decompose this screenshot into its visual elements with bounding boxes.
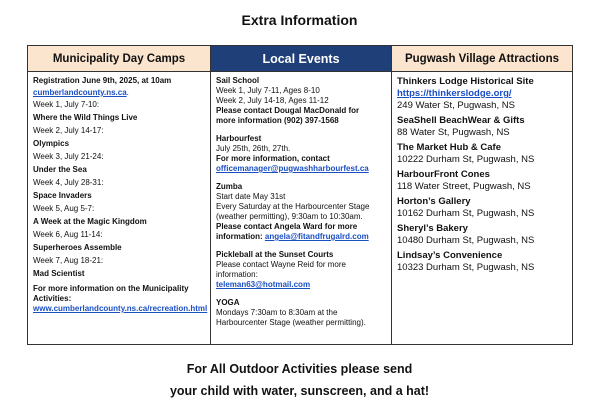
attraction-address: 10480 Durham St, Pugwash, NS xyxy=(397,235,535,246)
zumba-email-link[interactable]: angela@fitandfrugalrd.com xyxy=(264,232,369,241)
day-camps-header: Municipality Day Camps xyxy=(28,46,210,72)
event-contact: Please contact Angela Ward for more xyxy=(216,222,358,231)
week-date: Week 5, Aug 5-7: xyxy=(33,204,95,213)
week-date: Week 2, July 14-17: xyxy=(33,126,104,135)
thinkers-lodge-link[interactable]: https://thinkerslodge.org/ xyxy=(397,88,512,99)
attraction-address: 249 Water St, Pugwash, NS xyxy=(397,100,515,111)
event-detail: Week 1, July 7-11, Ages 8-10 xyxy=(216,86,320,95)
harbourfest-email-link[interactable]: officemanager@pugwashharbourfest.ca xyxy=(216,164,369,173)
event-contact: more information (902) 397-1568 xyxy=(216,116,339,125)
attraction-address: 10162 Durham St, Pugwash, NS xyxy=(397,208,535,219)
registration-text: Registration June 9th, 2025, at 10am xyxy=(33,76,172,85)
event-title: Sail School xyxy=(216,76,260,85)
week-theme: Under the Sea xyxy=(33,165,87,174)
event-detail: (weather permitting), 9:30am to 10:30am. xyxy=(216,212,363,221)
event-contact: For more information, contact xyxy=(216,154,330,163)
event-detail: Mondays 7:30am to 8:30am at the xyxy=(216,308,338,317)
county-site-link[interactable]: cumberlandcounty.ns.ca xyxy=(33,88,127,97)
week-theme: Superheroes Assemble xyxy=(33,243,122,252)
more-info-text: Activities: xyxy=(33,294,72,303)
week-theme: Where the Wild Things Live xyxy=(33,113,138,122)
attraction-name: SeaShell BeachWear & Gifts xyxy=(397,115,525,126)
info-table xyxy=(27,45,573,345)
attractions-header: Pugwash Village Attractions xyxy=(392,46,572,72)
attraction-address: 10222 Durham St, Pugwash, NS xyxy=(397,154,535,165)
attraction-address: 88 Water St, Pugwash, NS xyxy=(397,127,510,138)
event-contact: Please contact Dougal MacDonald for xyxy=(216,106,360,115)
event-title: Harbourfest xyxy=(216,134,262,143)
more-info-text: For more information on the Municipality xyxy=(33,284,189,293)
event-detail: Please contact Wayne Reid for more xyxy=(216,260,346,269)
county-site-line: cumberlandcounty.ns.ca. xyxy=(33,88,129,97)
attraction-name: Horton’s Gallery xyxy=(397,196,471,207)
week-date: Week 4, July 28-31: xyxy=(33,178,104,187)
page-title: Extra Information xyxy=(241,12,358,28)
pickleball-email-link[interactable]: teleman63@hotmail.com xyxy=(216,280,311,289)
attraction-address: 118 Water Street, Pugwash, NS xyxy=(397,181,531,192)
week-theme: Mad Scientist xyxy=(33,269,85,278)
local-events-header: Local Events xyxy=(211,46,391,72)
day-camps-column xyxy=(28,46,211,344)
attraction-name: Thinkers Lodge Historical Site xyxy=(397,76,534,87)
event-contact-line: information: angela@fitandfrugalrd.com xyxy=(216,232,369,241)
week-date: Week 3, July 21-24: xyxy=(33,152,104,161)
attraction-name: Sheryl’s Bakery xyxy=(397,223,468,234)
attraction-name: Lindsay’s Convenience xyxy=(397,250,503,261)
event-detail: information: xyxy=(216,270,258,279)
week-date: Week 6, Aug 11-14: xyxy=(33,230,103,239)
recreation-link[interactable]: www.cumberlandcounty.ns.ca/recreation.html xyxy=(33,304,208,313)
week-theme: Space Invaders xyxy=(33,191,92,200)
event-detail: Every Saturday at the Harbourcenter Stage xyxy=(216,202,370,211)
attraction-name: HarbourFront Cones xyxy=(397,169,490,180)
week-date: Week 1, July 7-10: xyxy=(33,100,100,109)
local-events-column xyxy=(211,46,392,344)
event-detail: Week 2, July 14-18, Ages 11-12 xyxy=(216,96,329,105)
event-title: YOGA xyxy=(216,298,240,307)
footer-note-line-2: your child with water, sunscreen, and a hat! xyxy=(169,384,430,398)
week-date: Week 7, Aug 18-21: xyxy=(33,256,104,265)
attraction-address: 10323 Durham St, Pugwash, NS xyxy=(397,262,535,273)
week-theme: Olympics xyxy=(33,139,70,148)
event-detail: Harbourcenter Stage (weather permitting). xyxy=(216,318,366,327)
week-theme: A Week at the Magic Kingdom xyxy=(33,217,147,226)
event-title: Pickleball at the Sunset Courts xyxy=(216,250,334,259)
event-detail: Start date May 31st xyxy=(216,192,286,201)
attractions-column xyxy=(392,46,572,344)
footer-note-line-1: For All Outdoor Activities please send xyxy=(186,362,413,376)
attraction-name: The Market Hub & Cafe xyxy=(397,142,501,153)
event-title: Zumba xyxy=(216,182,243,191)
event-detail: July 25th, 26th, 27th. xyxy=(216,144,291,153)
